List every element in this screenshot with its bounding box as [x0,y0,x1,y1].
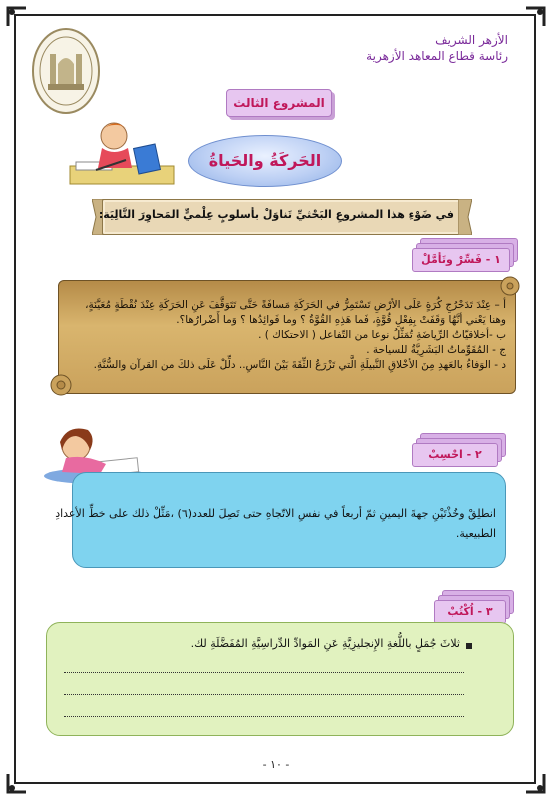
project-title: المشروع الثالث [226,89,332,117]
al-azhar-seal-logo [30,26,102,116]
section2-line: الطبيعية. [455,527,496,540]
intro-text: في ضَوْءِ هذا المشروعِ البَحْثيِّ تَناوَلْ بأسلوبٍ عِلْميٍّ المَحاوِرَ التَّالِيَة: [98,208,454,221]
scroll-curl-icon [498,274,522,298]
section1-tab: ١ - فَسِّرْ وتَأمَّلْ [412,248,510,272]
answer-line-3[interactable] [64,716,464,717]
section1-line: وهنا يَعْني أنَّهُا وَقَفَتْ بِفِعْلِ قُوَّةٍ، فَما هَذِهِ القُوَّةُ ؟ وما فَوائِدُها ؟ وَما أَضْرارُها؟. [176,314,506,326]
section1-line: ج - المُقَوِّماتُ البَشَرِيَّةُ للسياحة . [366,344,506,356]
page-number: - ١٠ - [262,758,290,771]
corner-ornament [524,772,546,794]
banner-fold-right [458,199,472,235]
corner-ornament [6,6,28,28]
org-name-line1: الأزهر الشريف [435,33,508,47]
section1-line: أ – عِنْدَ تَدَحْرُجِ كُرَةٍ عَلَى الأرْضِ تَسْتَمِرُّ في الحَرَكَةِ مَسافَةً حَتَّى تَتَوَقَّفَ عَنِ الحَرَكَةِ عِنْدَ نُقْطَةٍ مُعَيَّنَةٍ، [85,299,506,311]
section3-prompt: ثلاثَ جُمَلٍ باللُّغةِ الإِنجليزِيَّةِ عَنِ المَوادِّ الدِّراسِيَّةِ المُفَضَّلَةِ لك. [190,637,460,650]
section1-line: د - الوَفاءُ بالعَهدِ مِنَ الأخْلاقِ النَّبيلَةِ الَّتي تَزْرَعُ الثِّقَةَ بَيْنَ النَّاسِ.. دلِّلْ عَلَى ذلكَ من القرآن والسُّنَّةِ. [93,359,506,371]
section3-tab: ٣ - اُكْتُبْ [434,600,506,624]
section2-line: انطلِقْ وخُذْتَيْنِ جهةَ اليمينِ ثمّ أربعاً في نفسِ الاتّجاهِ حتى تَصِلَ للعدد(٦) ،مَثِّلْ ذلك على خطِّ الأعدادِ [55,507,496,520]
corner-ornament [6,772,28,794]
org-name-line2: رئاسة قطاع المعاهد الأزهرية [366,49,508,63]
section2-tab: ٢ - احْسِبْ [412,443,498,467]
answer-line-2[interactable] [64,694,464,695]
scroll-curl-icon [48,372,74,398]
corner-ornament [524,6,546,28]
answer-line-1[interactable] [64,672,464,673]
section1-line: ب -أخلاقيّاتُ الرِّياضَةِ تُمَثِّلُ نوعا من التّفاعل ( الاحتكاك ) . [258,329,506,341]
student-studying-illustration [66,116,178,190]
bullet-icon [466,643,472,649]
main-title: الحَركَةُ والحَياةُ [188,135,342,187]
